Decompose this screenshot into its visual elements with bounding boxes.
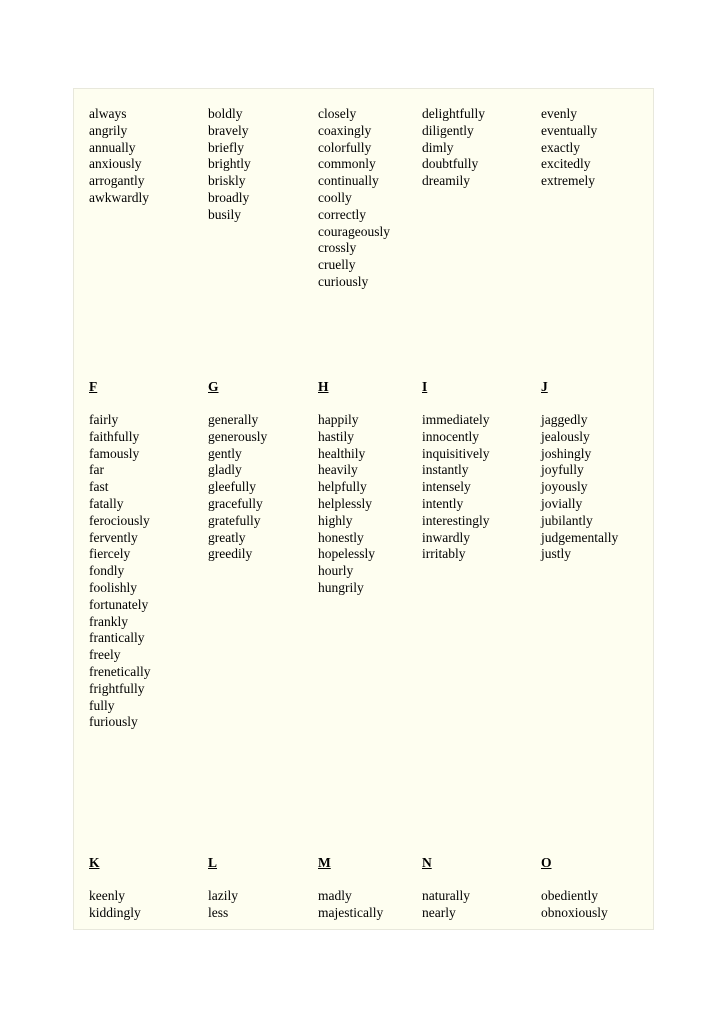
- adverb-word: curiously: [318, 273, 369, 289]
- adverb-word: jovially: [541, 495, 583, 511]
- adverb-word: furiously: [89, 714, 138, 730]
- adverb-word: eventually: [541, 122, 598, 138]
- adverb-word: greatly: [208, 529, 246, 545]
- adverb-word: majestically: [318, 904, 384, 920]
- adverb-table: [73, 88, 654, 930]
- adverb-word: arrogantly: [89, 173, 145, 189]
- word-column: [318, 106, 390, 291]
- adverb-word: fondly: [89, 563, 125, 579]
- adverb-word: immediately: [422, 412, 490, 427]
- adverb-word: far: [89, 462, 104, 478]
- adverb-word: frankly: [89, 613, 128, 629]
- letter-heading: F: [89, 379, 98, 394]
- adverb-word: frenetically: [89, 663, 151, 679]
- letter-heading: N: [422, 855, 432, 870]
- adverb-word: naturally: [422, 888, 470, 903]
- adverb-word: coolly: [318, 189, 352, 205]
- adverb-word: gracefully: [208, 495, 263, 511]
- adverb-word: instantly: [422, 462, 469, 478]
- word-column: [422, 378, 490, 563]
- adverb-word: continually: [318, 173, 379, 189]
- adverb-word: healthily: [318, 445, 366, 461]
- word-column: [318, 854, 383, 922]
- word-column: [89, 106, 149, 207]
- adverb-word: busily: [208, 206, 242, 222]
- adverb-word: inquisitively: [422, 445, 490, 461]
- letter-heading: H: [318, 379, 329, 394]
- adverb-word: fully: [89, 697, 115, 713]
- adverb-word: awkwardly: [89, 189, 149, 205]
- adverb-word: gladly: [208, 462, 242, 478]
- adverb-word: inwardly: [422, 529, 470, 545]
- adverb-word: fast: [89, 479, 109, 495]
- word-column: [422, 106, 485, 190]
- adverb-word: fiercely: [89, 546, 131, 562]
- adverb-word: frightfully: [89, 680, 145, 696]
- adverb-word: ferociously: [89, 512, 150, 528]
- adverb-word: brightly: [208, 156, 251, 172]
- letter-heading: O: [541, 855, 552, 870]
- adverb-word: helplessly: [318, 495, 372, 511]
- adverb-word: nearly: [422, 904, 456, 920]
- adverb-word: crossly: [318, 240, 357, 256]
- adverb-word: coaxingly: [318, 122, 372, 138]
- adverb-word: cruelly: [318, 257, 356, 273]
- adverb-word: dimly: [422, 139, 454, 155]
- adverb-word: joyfully: [541, 462, 584, 478]
- adverb-word: judgementally: [541, 529, 619, 545]
- adverb-word: bravely: [208, 122, 249, 138]
- adverb-word: freely: [89, 647, 121, 663]
- adverb-word: annually: [89, 139, 136, 155]
- word-column: [422, 854, 470, 922]
- word-column: [89, 378, 150, 731]
- adverb-word: keenly: [89, 888, 125, 903]
- word-column: [541, 854, 608, 922]
- adverb-word: excitedly: [541, 156, 591, 172]
- adverb-word: jealously: [541, 428, 590, 444]
- word-column: [208, 378, 267, 563]
- word-column: [318, 378, 375, 597]
- word-column: [208, 106, 251, 224]
- adverb-word: madly: [318, 888, 352, 903]
- adverb-word: greedily: [208, 546, 253, 562]
- adverb-word: gently: [208, 445, 242, 461]
- word-column: [208, 854, 238, 922]
- adverb-word: colorfully: [318, 139, 372, 155]
- adverb-word: jubilantly: [541, 512, 593, 528]
- adverb-word: fairly: [89, 412, 119, 427]
- adverb-word: always: [89, 106, 127, 121]
- letter-heading: M: [318, 855, 331, 870]
- adverb-word: frantically: [89, 630, 145, 646]
- adverb-word: less: [208, 904, 229, 920]
- adverb-word: happily: [318, 412, 359, 427]
- adverb-word: exactly: [541, 139, 580, 155]
- letter-heading: K: [89, 855, 100, 870]
- letter-heading: L: [208, 855, 218, 870]
- adverb-word: briskly: [208, 173, 246, 189]
- word-column: [541, 378, 618, 563]
- adverb-word: generously: [208, 428, 268, 444]
- adverb-word: kiddingly: [89, 904, 141, 920]
- adverb-word: broadly: [208, 189, 250, 205]
- letter-heading: J: [541, 379, 548, 394]
- letter-heading: I: [422, 379, 428, 394]
- adverb-word: highly: [318, 512, 353, 528]
- adverb-word: fervently: [89, 529, 138, 545]
- adverb-word: heavily: [318, 462, 358, 478]
- adverb-word: courageously: [318, 223, 390, 239]
- adverb-word: commonly: [318, 156, 376, 172]
- adverb-word: joyously: [541, 479, 588, 495]
- adverb-word: fatally: [89, 495, 124, 511]
- adverb-word: hungrily: [318, 579, 364, 595]
- adverb-word: obnoxiously: [541, 904, 608, 920]
- adverb-word: correctly: [318, 206, 366, 222]
- adverb-word: fortunately: [89, 596, 149, 612]
- adverb-word: jaggedly: [541, 412, 588, 427]
- adverb-word: dreamily: [422, 173, 470, 189]
- word-column: [89, 854, 141, 922]
- adverb-word: famously: [89, 445, 140, 461]
- adverb-word: obediently: [541, 888, 598, 903]
- adverb-word: doubtfully: [422, 156, 479, 172]
- adverb-word: innocently: [422, 428, 479, 444]
- adverb-word: extremely: [541, 173, 595, 189]
- adverb-word: briefly: [208, 139, 244, 155]
- adverb-word: hourly: [318, 563, 354, 579]
- adverb-word: lazily: [208, 888, 238, 903]
- letter-heading: G: [208, 379, 219, 394]
- adverb-word: diligently: [422, 122, 474, 138]
- adverb-word: hastily: [318, 428, 354, 444]
- adverb-word: honestly: [318, 529, 364, 545]
- adverb-word: intently: [422, 495, 464, 511]
- adverb-word: generally: [208, 412, 259, 427]
- adverb-word: irritably: [422, 546, 466, 562]
- adverb-word: joshingly: [541, 445, 592, 461]
- adverb-word: foolishly: [89, 579, 138, 595]
- adverb-word: hopelessly: [318, 546, 375, 562]
- word-column: [541, 106, 597, 190]
- adverb-word: interestingly: [422, 512, 490, 528]
- adverb-word: closely: [318, 106, 357, 121]
- adverb-word: boldly: [208, 106, 243, 121]
- adverb-word: evenly: [541, 106, 577, 121]
- adverb-word: helpfully: [318, 479, 367, 495]
- adverb-word: intensely: [422, 479, 471, 495]
- adverb-word: anxiously: [89, 156, 142, 172]
- adverb-word: angrily: [89, 122, 128, 138]
- adverb-word: gleefully: [208, 479, 256, 495]
- adverb-word: justly: [541, 546, 572, 562]
- adverb-word: faithfully: [89, 428, 140, 444]
- adverb-word: delightfully: [422, 106, 485, 121]
- adverb-word: gratefully: [208, 512, 261, 528]
